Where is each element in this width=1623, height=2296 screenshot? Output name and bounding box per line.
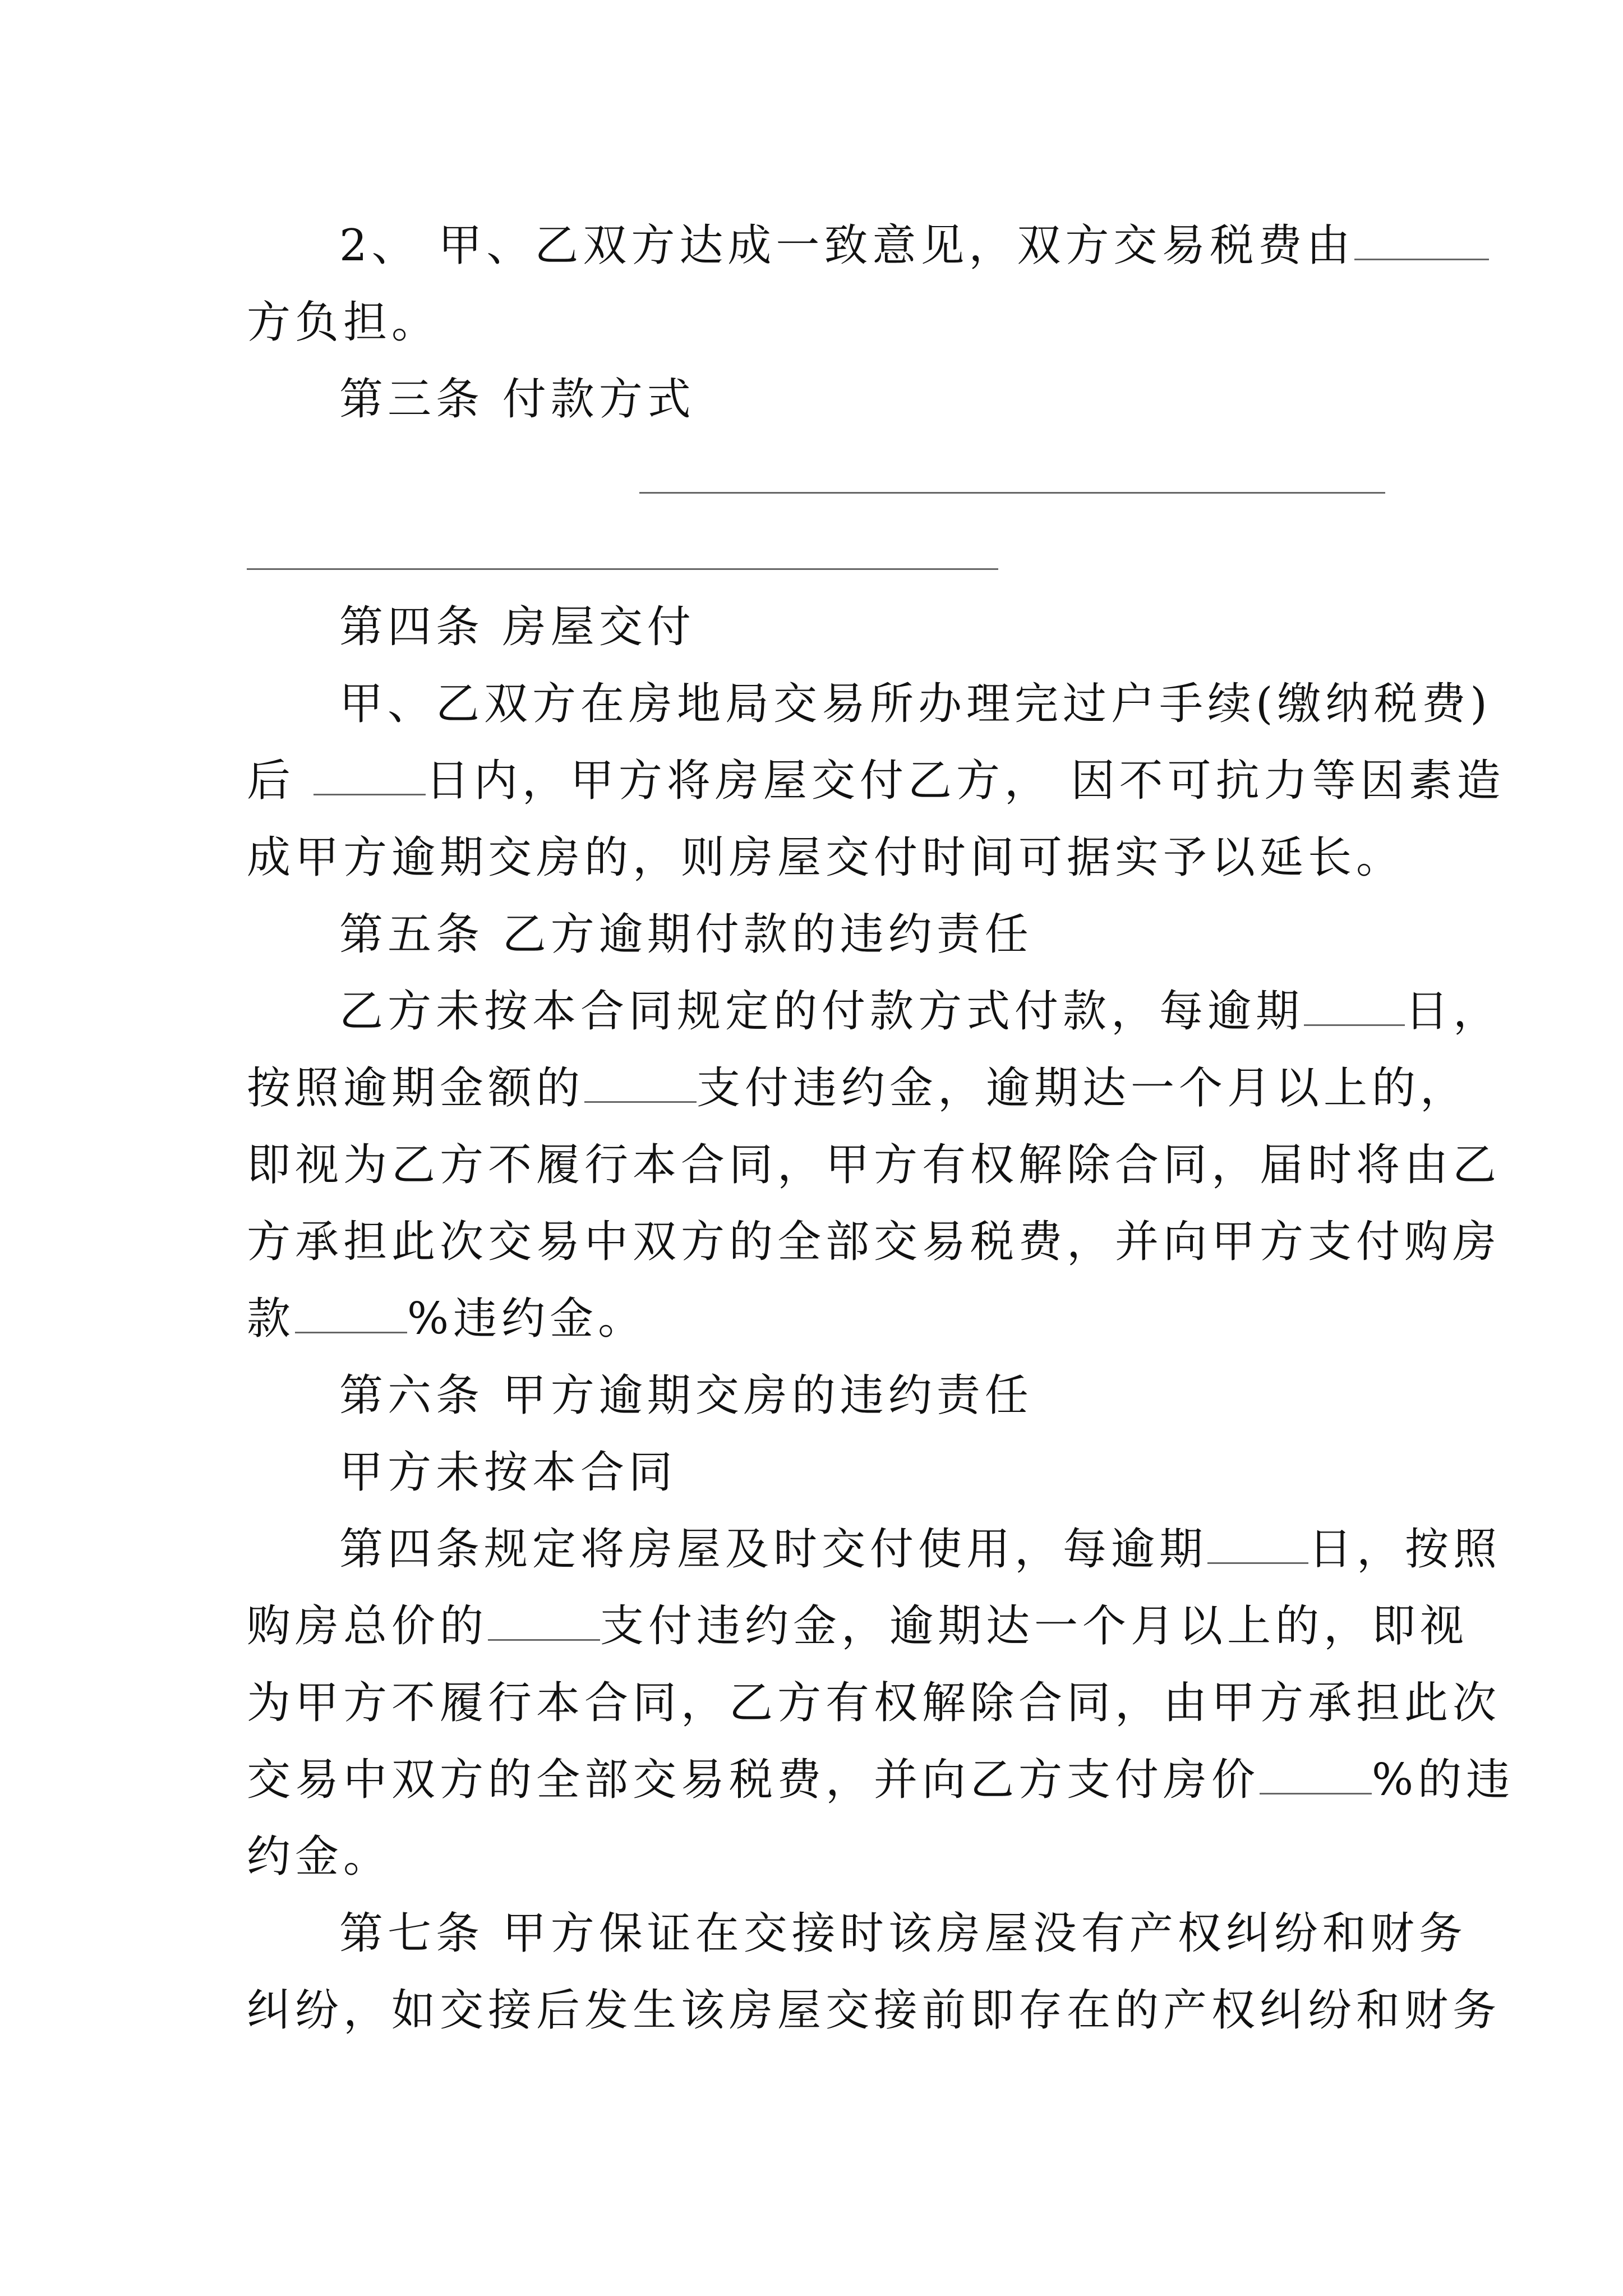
article-7-line-2: 纠纷，如交接后发生该房屋交接前即存在的产权纠纷和财务 <box>247 1985 1501 2036</box>
article-5-title: 第五条 乙方逾期付款的违约责任 <box>339 909 1033 960</box>
penalty-percent-blank[interactable] <box>295 1292 407 1333</box>
payment-method-blank-line-2[interactable] <box>247 568 998 570</box>
article-6-title: 第六条 甲方逾期交房的违约责任 <box>339 1370 1033 1421</box>
clause-2-line-2: 方负担。 <box>247 297 440 348</box>
article-5-line-4: 方承担此次交易中双方的全部交易税费，并向甲方支付购房 <box>247 1217 1501 1267</box>
article-4-title: 第四条 房屋交付 <box>339 602 695 652</box>
overdue-days-blank[interactable] <box>1304 985 1405 1026</box>
article-6-line-5: 交易中双方的全部交易税费，并向乙方支付房价 %的违 <box>247 1755 1515 1805</box>
late-delivery-days-blank[interactable] <box>1207 1523 1308 1564</box>
article-5-line-3: 即视为乙方不履行本合同，甲方有权解除合同，届时将由乙 <box>247 1140 1501 1190</box>
article-4-line-2: 后 日内，甲方将房屋交付乙方， 因不可抗力等因素造 <box>247 756 1505 806</box>
late-delivery-rate-blank[interactable] <box>488 1600 600 1641</box>
clause-2-line-1 <box>247 208 1385 284</box>
article-6-line-6: 约金。 <box>247 1832 392 1882</box>
article-6-line-3: 购房总价的 支付违约金，逾期达一个月以上的，即视 <box>247 1601 1469 1651</box>
article-4-line-1: 甲、乙双方在房地局交易所办理完过户手续(缴纳税费) <box>339 679 1492 729</box>
article-4-line-3: 成甲方逾期交房的，则房屋交付时间可据实予以延长。 <box>247 832 1405 883</box>
payment-method-blank-line-1[interactable] <box>639 492 1385 494</box>
article-6-line-2: 第四条规定将房屋及时交付使用，每逾期 日，按照 <box>339 1524 1502 1575</box>
article-5-line-2: 按照逾期金额的 支付违约金，逾期达一个月以上的， <box>247 1063 1469 1114</box>
delivery-days-blank[interactable] <box>313 754 426 795</box>
clause-2-text: 2、 甲、乙双方达成一致意见，双方交易税费由 <box>339 220 1355 271</box>
text-section-top <box>247 208 1385 438</box>
article-3-title: 第三条 付款方式 <box>339 374 695 425</box>
article-5-line-1: 乙方未按本合同规定的付款方式付款，每逾期 日， <box>339 986 1502 1037</box>
article-5-line-5: 款 %违约金。 <box>247 1294 647 1344</box>
price-percent-blank[interactable] <box>1260 1754 1372 1795</box>
penalty-rate-blank[interactable] <box>584 1062 697 1103</box>
article-6-line-1: 甲方未按本合同 <box>339 1447 677 1498</box>
article-6-line-4: 为甲方不履行本合同，乙方有权解除合同，由甲方承担此次 <box>247 1678 1501 1728</box>
text-section-main <box>247 589 1515 2049</box>
article-7-line-1: 第七条 甲方保证在交接时该房屋没有产权纠纷和财务 <box>339 1908 1467 1959</box>
tax-bearer-blank[interactable] <box>1354 219 1489 260</box>
